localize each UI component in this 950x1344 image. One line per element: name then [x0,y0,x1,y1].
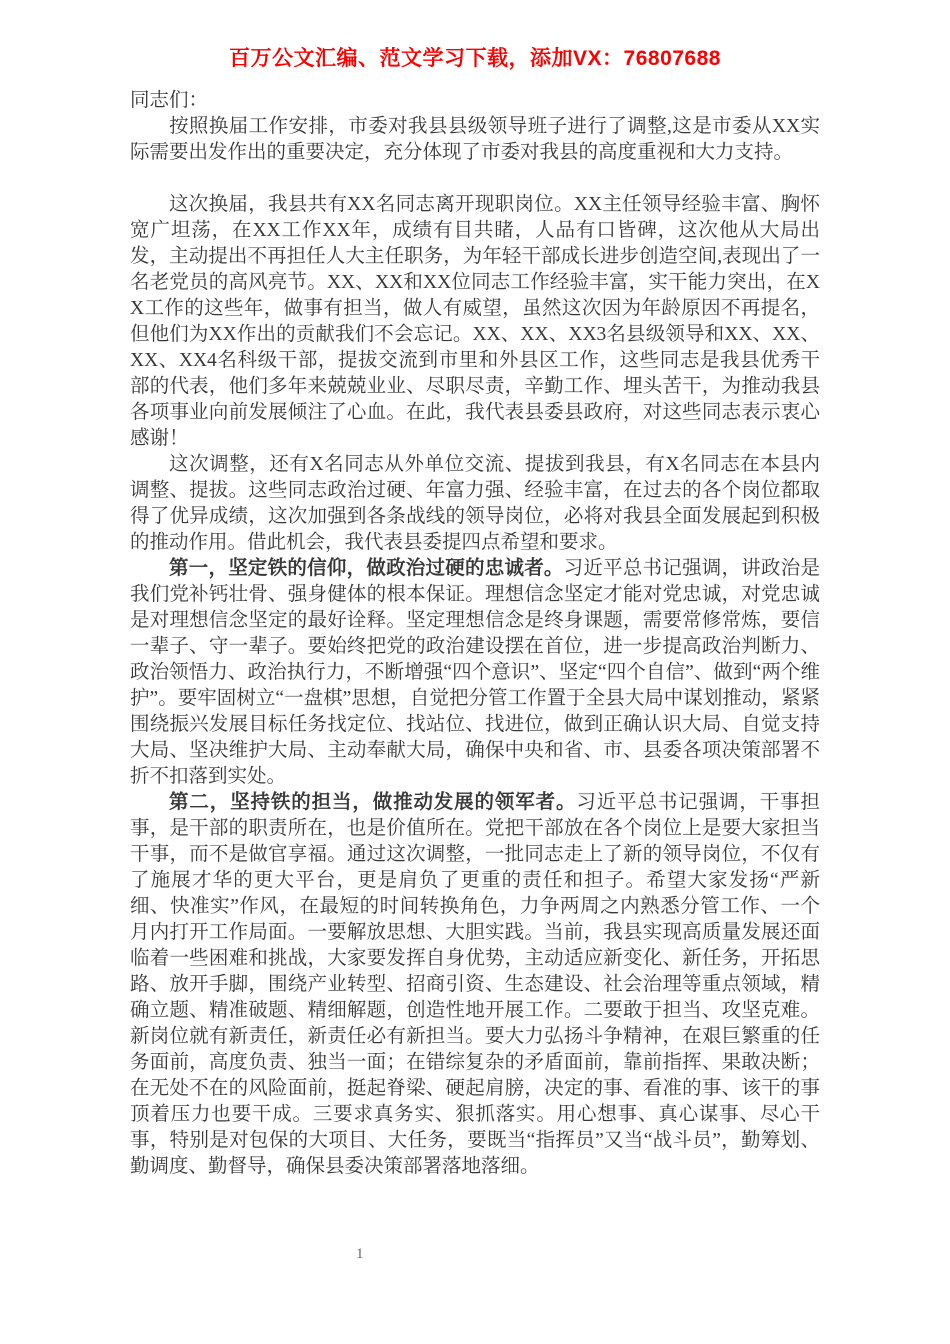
paragraph-text: 同志们： [130,90,209,111]
paragraph [130,192,820,452]
paragraph-text: 习近平总书记强调，干事担事，是干部的职责所在，也是价值所在。党把干部放在各个岗位上是要大家担当干事，而不是做官享福。通过这次调整，一批同志走上了新的领导岗位，不仅有了施展才华的更大平台，更是肩负了更重的责任和担子。希望大家发扬“严新细、快准实”作风，在最短的时间转换角色，力争两周之内熟悉分管工作、一个月内打开工作局面。一要解放思想、大胆实践。当前，我县实现高质量发展还面临着一些困难和挑战，大家要发挥自身优势，主动适应新变化、新任务，开拓思路、放开手脚，围绕产业转型、招商引资、生态建设、社会治理等重点领域，精确立题、精准破题、精细解题，创造性地开展工作。二要敢于担当、攻坚克难。新岗位就有新责任，新责任必有新担当。要大力弘扬斗争精神，在艰巨繁重的任务面前，高度负责、独当一面；在错综复杂的矛盾面前，靠前指挥、果敢决断；在无处不在的风险面前，挺起脊梁、硬起肩膀，决定的事、看准的事、该干的事顶着压力也要干成。三要求真务实、狠抓落实。用心想事、真心谋事、尽心干事，特别是对包保的大项目、大任务，要既当“指挥员”又当“战斗员”，勤筹划、勤调度、勤督导，确保县委决策部署落地落细。 [130,792,820,1177]
paragraph-text: 按照换届工作安排，市委对我县县级领导班子进行了调整,这是市委从XX实际需要出发作出的重要决定，充分体现了市委对我县的高度重视和大力支持。 [130,116,820,163]
document-body [130,88,820,1180]
page-number: 1 [356,1246,364,1262]
paragraph [130,88,820,114]
paragraph-text: 这次调整，还有X名同志从外单位交流、提拔到我县，有X名同志在本县内调整、提拔。这些同志政治过硬、年富力强、经验丰富，在过去的各个岗位都取得了优异成绩，这次加强到各条战线的领导岗位，必将对我县全面发展起到积极的推动作用。借此机会，我代表县委提四点希望和要求。 [130,454,820,553]
paragraph-text: 习近平总书记强调，讲政治是我们党补钙壮骨、强身健体的根本保证。理想信念坚定才能对党忠诚，对党忠诚是对理想信念坚定的最好诠释。坚定理想信念是终身课题，需要常修常炼，要信一辈子、守一辈子。要始终把党的政治建设摆在首位，进一步提高政治判断力、政治领悟力、政治执行力，不断增强“四个意识”、坚定“四个自信”、做到“两个维护”。要牢固树立“一盘棋”思想，自觉把分管工作置于全县大局中谋划推动，紧紧围绕振兴发展目标任务找定位、找站位、找进位，做到正确认识大局、自觉支持大局、坚决维护大局、主动奉献大局，确保中央和省、市、县委各项决策部署不折不扣落到实处。 [130,558,820,787]
paragraph [130,556,820,790]
paragraph [130,114,820,166]
paragraph [130,790,820,1180]
promo-header-text: 百万公文汇编、范文学习下载，添加VX：76807688 [229,47,721,70]
paragraph [130,452,820,556]
paragraph-lead-in-bold: 第一，坚定铁的信仰，做政治过硬的忠诚者。 [169,558,564,579]
paragraph-lead-in-bold: 第二，坚持铁的担当，做推动发展的领军者。 [169,792,577,813]
paragraph-text: 这次换届，我县共有XX名同志离开现职岗位。XX主任领导经验丰富、胸怀宽广坦荡，在XX工作XX年，成绩有目共睹，人品有口皆碑，这次他从大局出发，主动提出不再担任人大主任职务，为年轻干部成长进步创造空间,表现出了一名老党员的高风亮节。XX、XX和XX位同志工作经验丰富，实干能力突出，在XX工作的这些年，做事有担当，做人有威望，虽然这次因为年龄原因不再提名，但他们为XX作出的贡献我们不会忘记。XX、XX、XX3名县级领导和XX、XX、XX、XX4名科级干部，提拔交流到市里和外县区工作，这些同志是我县优秀干部的代表，他们多年来兢兢业业、尽职尽责，辛勤工作、埋头苦干，为推动我县各项事业向前发展倾注了心血。在此，我代表县委县政府，对这些同志表示衷心感谢！ [130,194,820,449]
blank-line [130,166,820,192]
